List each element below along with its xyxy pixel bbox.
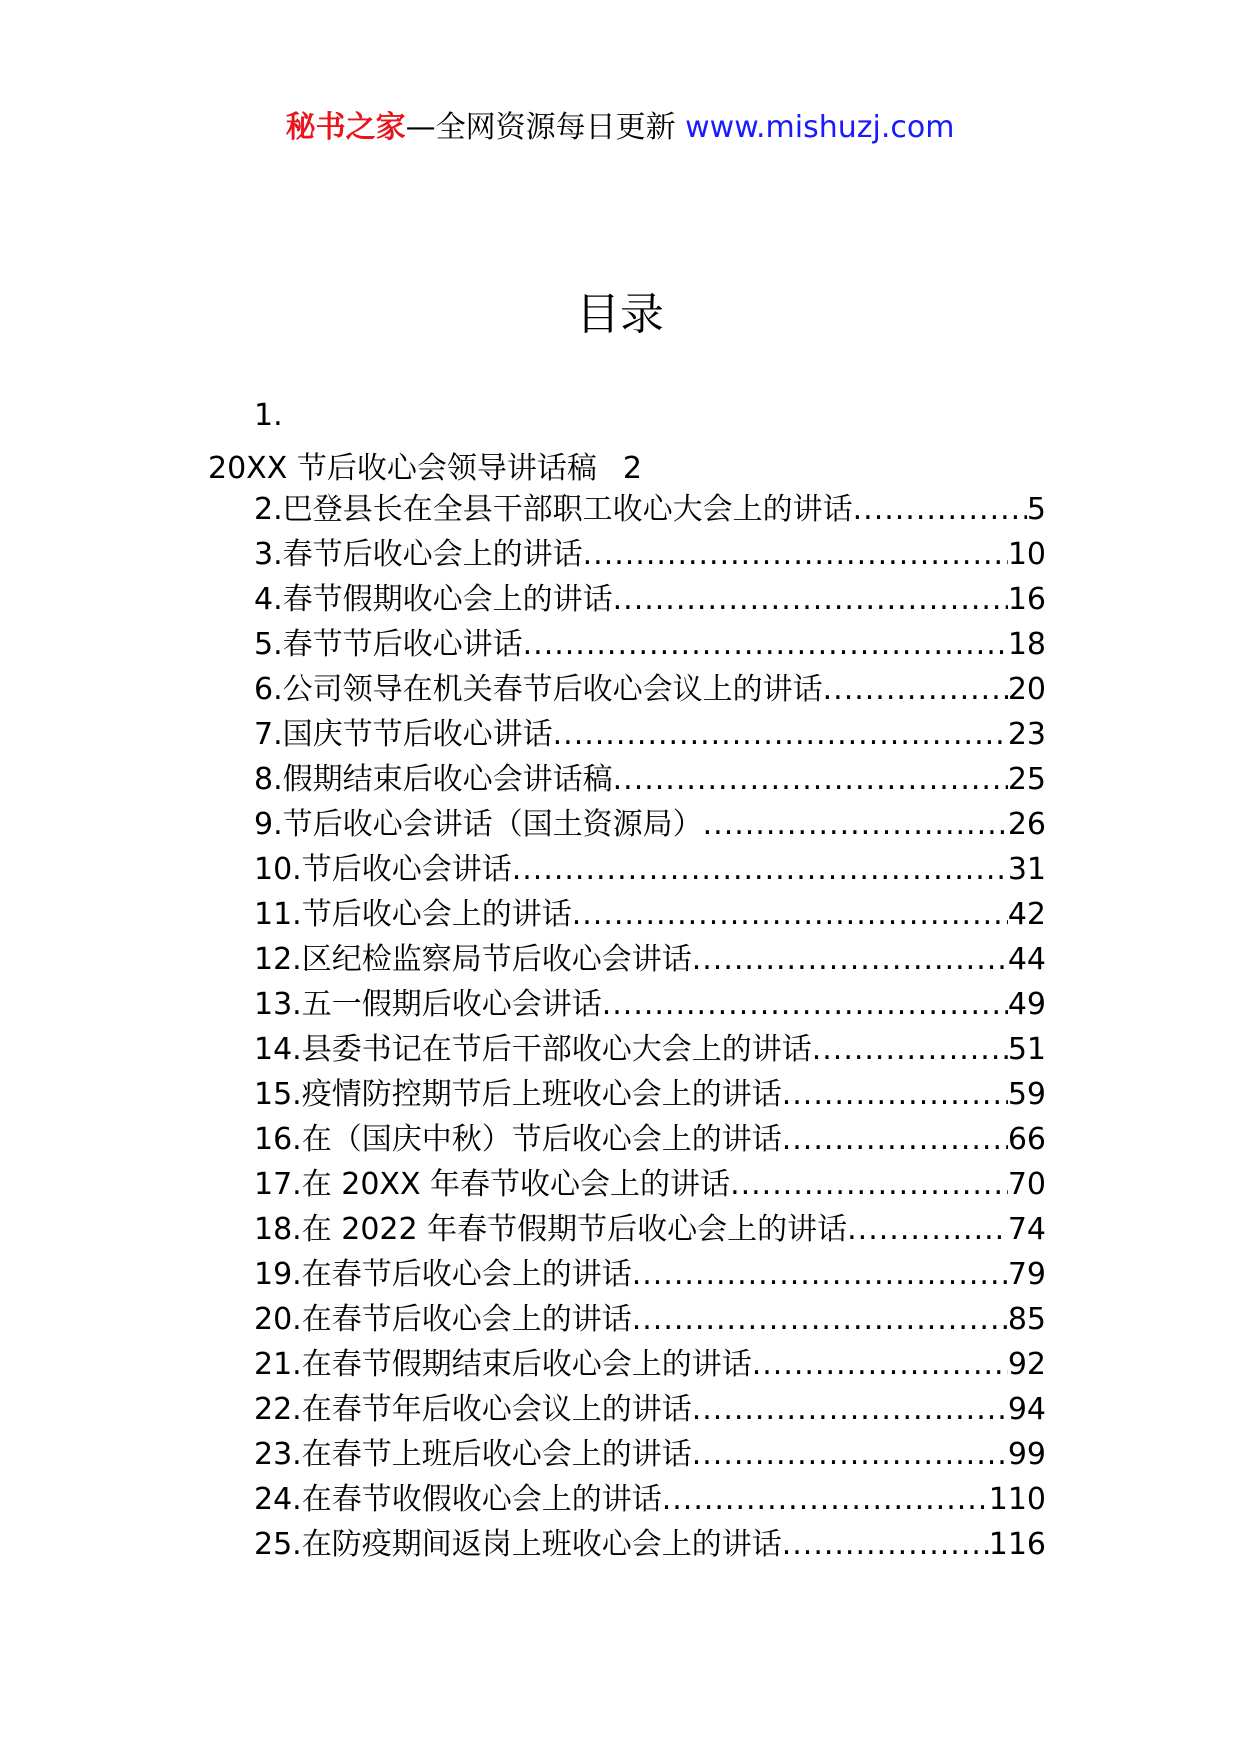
toc-entry-label: 20XX 节后收心会领导讲话稿 bbox=[208, 451, 597, 486]
toc-entry-page: 42 bbox=[1007, 897, 1046, 932]
toc-entry[interactable] bbox=[254, 802, 1046, 847]
toc-entry-1-number: 1. bbox=[254, 398, 283, 433]
toc-entry[interactable] bbox=[254, 1297, 1046, 1342]
toc-entry-label: 22.在春节年后收心会议上的讲话 bbox=[254, 1392, 692, 1427]
dot-leader bbox=[847, 1207, 1008, 1252]
toc-entry-label: 17.在 20XX 年春节收心会上的讲话 bbox=[254, 1167, 731, 1202]
toc-entry-page: 79 bbox=[1007, 1257, 1046, 1292]
toc-entry-label: 6.公司领导在机关春节后收心会议上的讲话 bbox=[254, 672, 823, 707]
toc-entry[interactable] bbox=[254, 577, 1046, 622]
toc-entry-page: 94 bbox=[1007, 1392, 1046, 1427]
site-url-link[interactable]: www.mishuzj.com bbox=[685, 110, 955, 145]
dot-leader bbox=[752, 1342, 1008, 1387]
toc-entry-label: 3.春节后收心会上的讲话 bbox=[254, 537, 583, 572]
dot-leader bbox=[523, 622, 1008, 667]
toc-entry-label: 25.在防疫期间返岗上班收心会上的讲话 bbox=[254, 1527, 782, 1562]
page-title: 目录 bbox=[576, 289, 664, 340]
toc-entry[interactable] bbox=[254, 667, 1046, 712]
toc-entry-page: 116 bbox=[988, 1527, 1046, 1562]
toc-entry-label: 14.县委书记在节后干部收心大会上的讲话 bbox=[254, 1032, 812, 1067]
toc-entry-label: 2.巴登县长在全县干部职工收心大会上的讲话 bbox=[254, 492, 853, 527]
site-header bbox=[0, 102, 1240, 146]
toc-entry-page: 85 bbox=[1007, 1302, 1046, 1337]
dot-leader bbox=[512, 847, 1008, 892]
dot-leader bbox=[782, 1522, 989, 1567]
toc-entry-label: 13.五一假期后收心会讲话 bbox=[254, 987, 602, 1022]
toc-entry-label: 18.在 2022 年春节假期节后收心会上的讲话 bbox=[254, 1212, 848, 1247]
toc-entry[interactable] bbox=[254, 1072, 1046, 1117]
toc-entry[interactable] bbox=[254, 847, 1046, 892]
toc-entry-page: 31 bbox=[1007, 852, 1046, 887]
dot-leader bbox=[692, 1387, 1008, 1432]
toc-entry-page: 10 bbox=[1007, 537, 1046, 572]
toc-entry[interactable] bbox=[254, 937, 1046, 982]
toc-entry-page: 70 bbox=[1007, 1167, 1046, 1202]
toc-entry-page: 44 bbox=[1007, 942, 1046, 977]
toc-entry[interactable] bbox=[254, 1027, 1046, 1072]
toc-entry[interactable] bbox=[254, 1477, 1046, 1522]
toc-entry-label: 4.春节假期收心会上的讲话 bbox=[254, 582, 613, 617]
toc-entry[interactable] bbox=[254, 1117, 1046, 1162]
dot-leader bbox=[613, 577, 1008, 622]
toc-entry[interactable] bbox=[254, 1387, 1046, 1432]
toc-entry-page: 59 bbox=[1007, 1077, 1046, 1112]
dot-leader bbox=[782, 1117, 1008, 1162]
toc-entry[interactable] bbox=[254, 1432, 1046, 1477]
toc-entry[interactable] bbox=[254, 712, 1046, 757]
toc-entry-label: 11.节后收心会上的讲话 bbox=[254, 897, 572, 932]
toc-entry-page: 26 bbox=[1007, 807, 1046, 842]
toc-entry-label: 8.假期结束后收心会讲话稿 bbox=[254, 762, 613, 797]
toc-entry-label: 23.在春节上班后收心会上的讲话 bbox=[254, 1437, 692, 1472]
toc-entry[interactable] bbox=[254, 1342, 1046, 1387]
brand-name: 秘书之家 bbox=[285, 110, 406, 145]
toc-entry-label: 5.春节节后收心讲话 bbox=[254, 627, 523, 662]
header-tagline: —全网资源每日更新 bbox=[405, 110, 686, 145]
toc-entry-page: 16 bbox=[1007, 582, 1046, 617]
toc-entry-label: 7.国庆节节后收心讲话 bbox=[254, 717, 553, 752]
toc-entry-page: 51 bbox=[1007, 1032, 1046, 1067]
dot-leader bbox=[632, 1297, 1008, 1342]
dot-leader bbox=[602, 982, 1008, 1027]
dot-leader bbox=[823, 667, 1008, 712]
toc-entry-page: 5 bbox=[1026, 492, 1046, 527]
toc-entry-label: 15.疫情防控期节后上班收心会上的讲话 bbox=[254, 1077, 782, 1112]
table-of-contents bbox=[254, 487, 1046, 1567]
dot-leader bbox=[692, 937, 1008, 982]
dot-leader bbox=[812, 1027, 1008, 1072]
toc-entry-page: 20 bbox=[1007, 672, 1046, 707]
toc-entry-label: 10.节后收心会讲话 bbox=[254, 852, 512, 887]
toc-entry[interactable] bbox=[254, 1252, 1046, 1297]
toc-entry[interactable] bbox=[254, 487, 1046, 532]
toc-entry-page: 25 bbox=[1007, 762, 1046, 797]
dot-leader bbox=[583, 532, 1008, 577]
toc-entry[interactable] bbox=[254, 1522, 1046, 1567]
dot-leader bbox=[692, 1432, 1008, 1477]
toc-entry[interactable] bbox=[254, 757, 1046, 802]
toc-entry[interactable] bbox=[254, 622, 1046, 667]
toc-entry-page: 74 bbox=[1007, 1212, 1046, 1247]
dot-leader bbox=[853, 487, 1027, 532]
dot-leader bbox=[553, 712, 1008, 757]
toc-entry-label: 21.在春节假期结束后收心会上的讲话 bbox=[254, 1347, 752, 1382]
toc-entry-label: 24.在春节收假收心会上的讲话 bbox=[254, 1482, 662, 1517]
toc-entry-label: 20.在春节后收心会上的讲话 bbox=[254, 1302, 632, 1337]
toc-entry-label: 16.在（国庆中秋）节后收心会上的讲话 bbox=[254, 1122, 782, 1157]
dot-leader bbox=[632, 1252, 1008, 1297]
dot-leader bbox=[730, 1162, 1008, 1207]
toc-entry-page: 66 bbox=[1007, 1122, 1046, 1157]
dot-leader bbox=[613, 757, 1008, 802]
toc-entry-page: 92 bbox=[1007, 1347, 1046, 1382]
toc-entry[interactable] bbox=[254, 532, 1046, 577]
toc-entry-page: 2 bbox=[622, 451, 642, 486]
toc-entry[interactable] bbox=[254, 1207, 1046, 1252]
toc-entry-label: 12.区纪检监察局节后收心会讲话 bbox=[254, 942, 692, 977]
toc-entry-page: 23 bbox=[1007, 717, 1046, 752]
toc-entry-label: 19.在春节后收心会上的讲话 bbox=[254, 1257, 632, 1292]
dot-leader bbox=[782, 1072, 1008, 1117]
toc-entry[interactable] bbox=[254, 1162, 1046, 1207]
dot-leader bbox=[703, 802, 1008, 847]
toc-entry-page: 110 bbox=[988, 1482, 1046, 1517]
toc-entry[interactable] bbox=[254, 982, 1046, 1027]
toc-entry[interactable] bbox=[254, 892, 1046, 937]
dot-leader bbox=[662, 1477, 989, 1522]
dot-leader bbox=[572, 892, 1008, 937]
toc-entry-1[interactable] bbox=[208, 443, 642, 487]
toc-entry-page: 18 bbox=[1007, 627, 1046, 662]
toc-entry-page: 99 bbox=[1007, 1437, 1046, 1472]
toc-entry-page: 49 bbox=[1007, 987, 1046, 1022]
toc-entry-label: 9.节后收心会讲话（国土资源局） bbox=[254, 807, 703, 842]
